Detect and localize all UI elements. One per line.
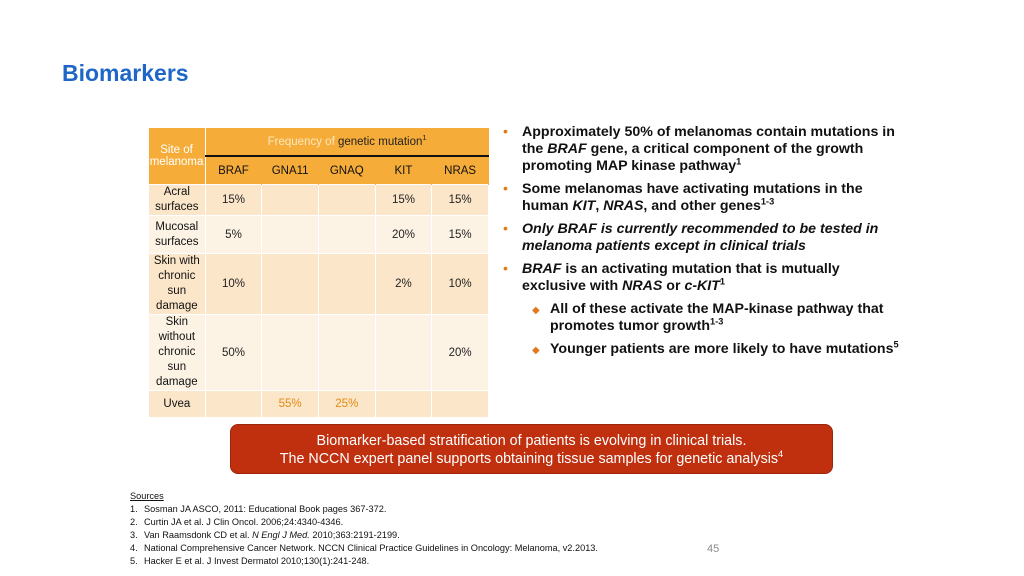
source-item: 1. Sosman JA ASCO, 2011: Educational Book pages 367-372. — [130, 504, 387, 514]
source-item: 2. Curtin JA et al. J Clin Oncol. 2006;24:4340-4346. — [130, 517, 344, 527]
sub-bullet-item: ◆ All of these activate the MAP-kinase pathway that promotes tumor growth$^{1-3}$ — [532, 301, 884, 334]
cell-nras: 10% — [432, 254, 489, 315]
sources-section — [130, 490, 598, 568]
cell-kit — [375, 315, 432, 391]
callout-line-1: Biomarker-based stratification of patients is evolving in clinical trials. — [316, 433, 747, 449]
mutation-frequency-table — [148, 128, 489, 418]
cell-gna11 — [262, 254, 319, 315]
cell-nras: 20% — [432, 315, 489, 391]
sub-bullet-item: ◆ Younger patients are more likely to have mutations$^5$ — [532, 339, 899, 357]
cell-braf: 5% — [205, 216, 262, 254]
cell-braf: 50% — [205, 315, 262, 391]
bullet-item: • Some melanomas have activating mutations in the human KIT, NRAS, and other genes$^{1-3}$ — [503, 181, 863, 214]
sources-header: Sources — [130, 491, 164, 501]
row-site: Skin with chronic sun damage — [149, 254, 206, 315]
cell-gnaq — [318, 216, 375, 254]
cell-nras — [432, 391, 489, 418]
cell-gnaq — [318, 254, 375, 315]
cell-kit: 2% — [375, 254, 432, 315]
site-header: Site of melanoma — [149, 128, 206, 185]
cell-gna11: 55% — [262, 391, 319, 418]
page-number: 45 — [707, 543, 720, 555]
table-row — [149, 254, 489, 315]
cell-gna11 — [262, 185, 319, 216]
callout-box — [230, 424, 833, 474]
cell-kit: 20% — [375, 216, 432, 254]
row-site: Acral surfaces — [149, 185, 206, 216]
row-site: Mucosal surfaces — [149, 216, 206, 254]
cell-braf — [205, 391, 262, 418]
bullet-item: • Approximately 50% of melanomas contain mutations in the BRAF gene, a critical component of the growth promoting MAP kinase pathway$^1$ — [503, 124, 895, 174]
gene-header-kit: KIT — [375, 156, 432, 185]
callout-line-2: The NCCN expert panel supports obtaining tissue samples for genetic analysis$^4$ — [279, 449, 784, 467]
row-site: Uvea — [149, 391, 206, 418]
cell-nras: 15% — [432, 216, 489, 254]
cell-gna11 — [262, 216, 319, 254]
frequency-header — [205, 128, 488, 156]
source-item: 5. Hacker E et al. J Invest Dermatol 2010;130(1):241-248. — [130, 556, 370, 566]
slide-title: Biomarkers — [62, 60, 189, 86]
cell-gnaq: 25% — [318, 391, 375, 418]
bullet-dot-icon: • — [503, 181, 508, 197]
cell-gnaq — [318, 185, 375, 216]
bullet-item: • BRAF is an activating mutation that is mutually exclusive with NRAS or c-KIT$^1$ — [503, 261, 840, 294]
cell-gna11 — [262, 315, 319, 391]
table-row — [149, 315, 489, 391]
frequency-header-dark: genetic mutation — [337, 135, 423, 148]
row-site: Skin without chronic sun damage — [149, 315, 206, 391]
table-row — [149, 391, 489, 418]
table-row — [149, 185, 489, 216]
frequency-header-light: Frequency of — [267, 135, 338, 148]
diamond-bullet-icon: ◆ — [532, 345, 540, 356]
bullet-list — [503, 124, 903, 364]
gene-header-gna11: GNA11 — [262, 156, 319, 185]
bullet-dot-icon: • — [503, 261, 508, 277]
cell-braf: 15% — [205, 185, 262, 216]
cell-gnaq — [318, 315, 375, 391]
frequency-header-sup: 1 — [422, 132, 427, 142]
gene-header-braf: BRAF — [205, 156, 262, 185]
bullet-dot-icon: • — [503, 124, 508, 140]
cell-kit — [375, 391, 432, 418]
cell-nras: 15% — [432, 185, 489, 216]
gene-header-gnaq: GNAQ — [318, 156, 375, 185]
bullet-item: • Only BRAF is currently recommended to be tested in melanoma patients except in clinical trials — [503, 221, 879, 254]
cell-kit: 15% — [375, 185, 432, 216]
gene-header-nras: NRAS — [432, 156, 489, 185]
diamond-bullet-icon: ◆ — [532, 305, 540, 316]
source-item: 4. National Comprehensive Cancer Network. NCCN Clinical Practice Guidelines in Oncology: Melanoma, v2.2013. — [130, 543, 598, 553]
source-item: 3. Van Raamsdonk CD et al. N Engl J Med. 2010;363:2191-2199. — [130, 530, 400, 540]
table-row — [149, 216, 489, 254]
bullet-dot-icon: • — [503, 221, 508, 237]
cell-braf: 10% — [205, 254, 262, 315]
